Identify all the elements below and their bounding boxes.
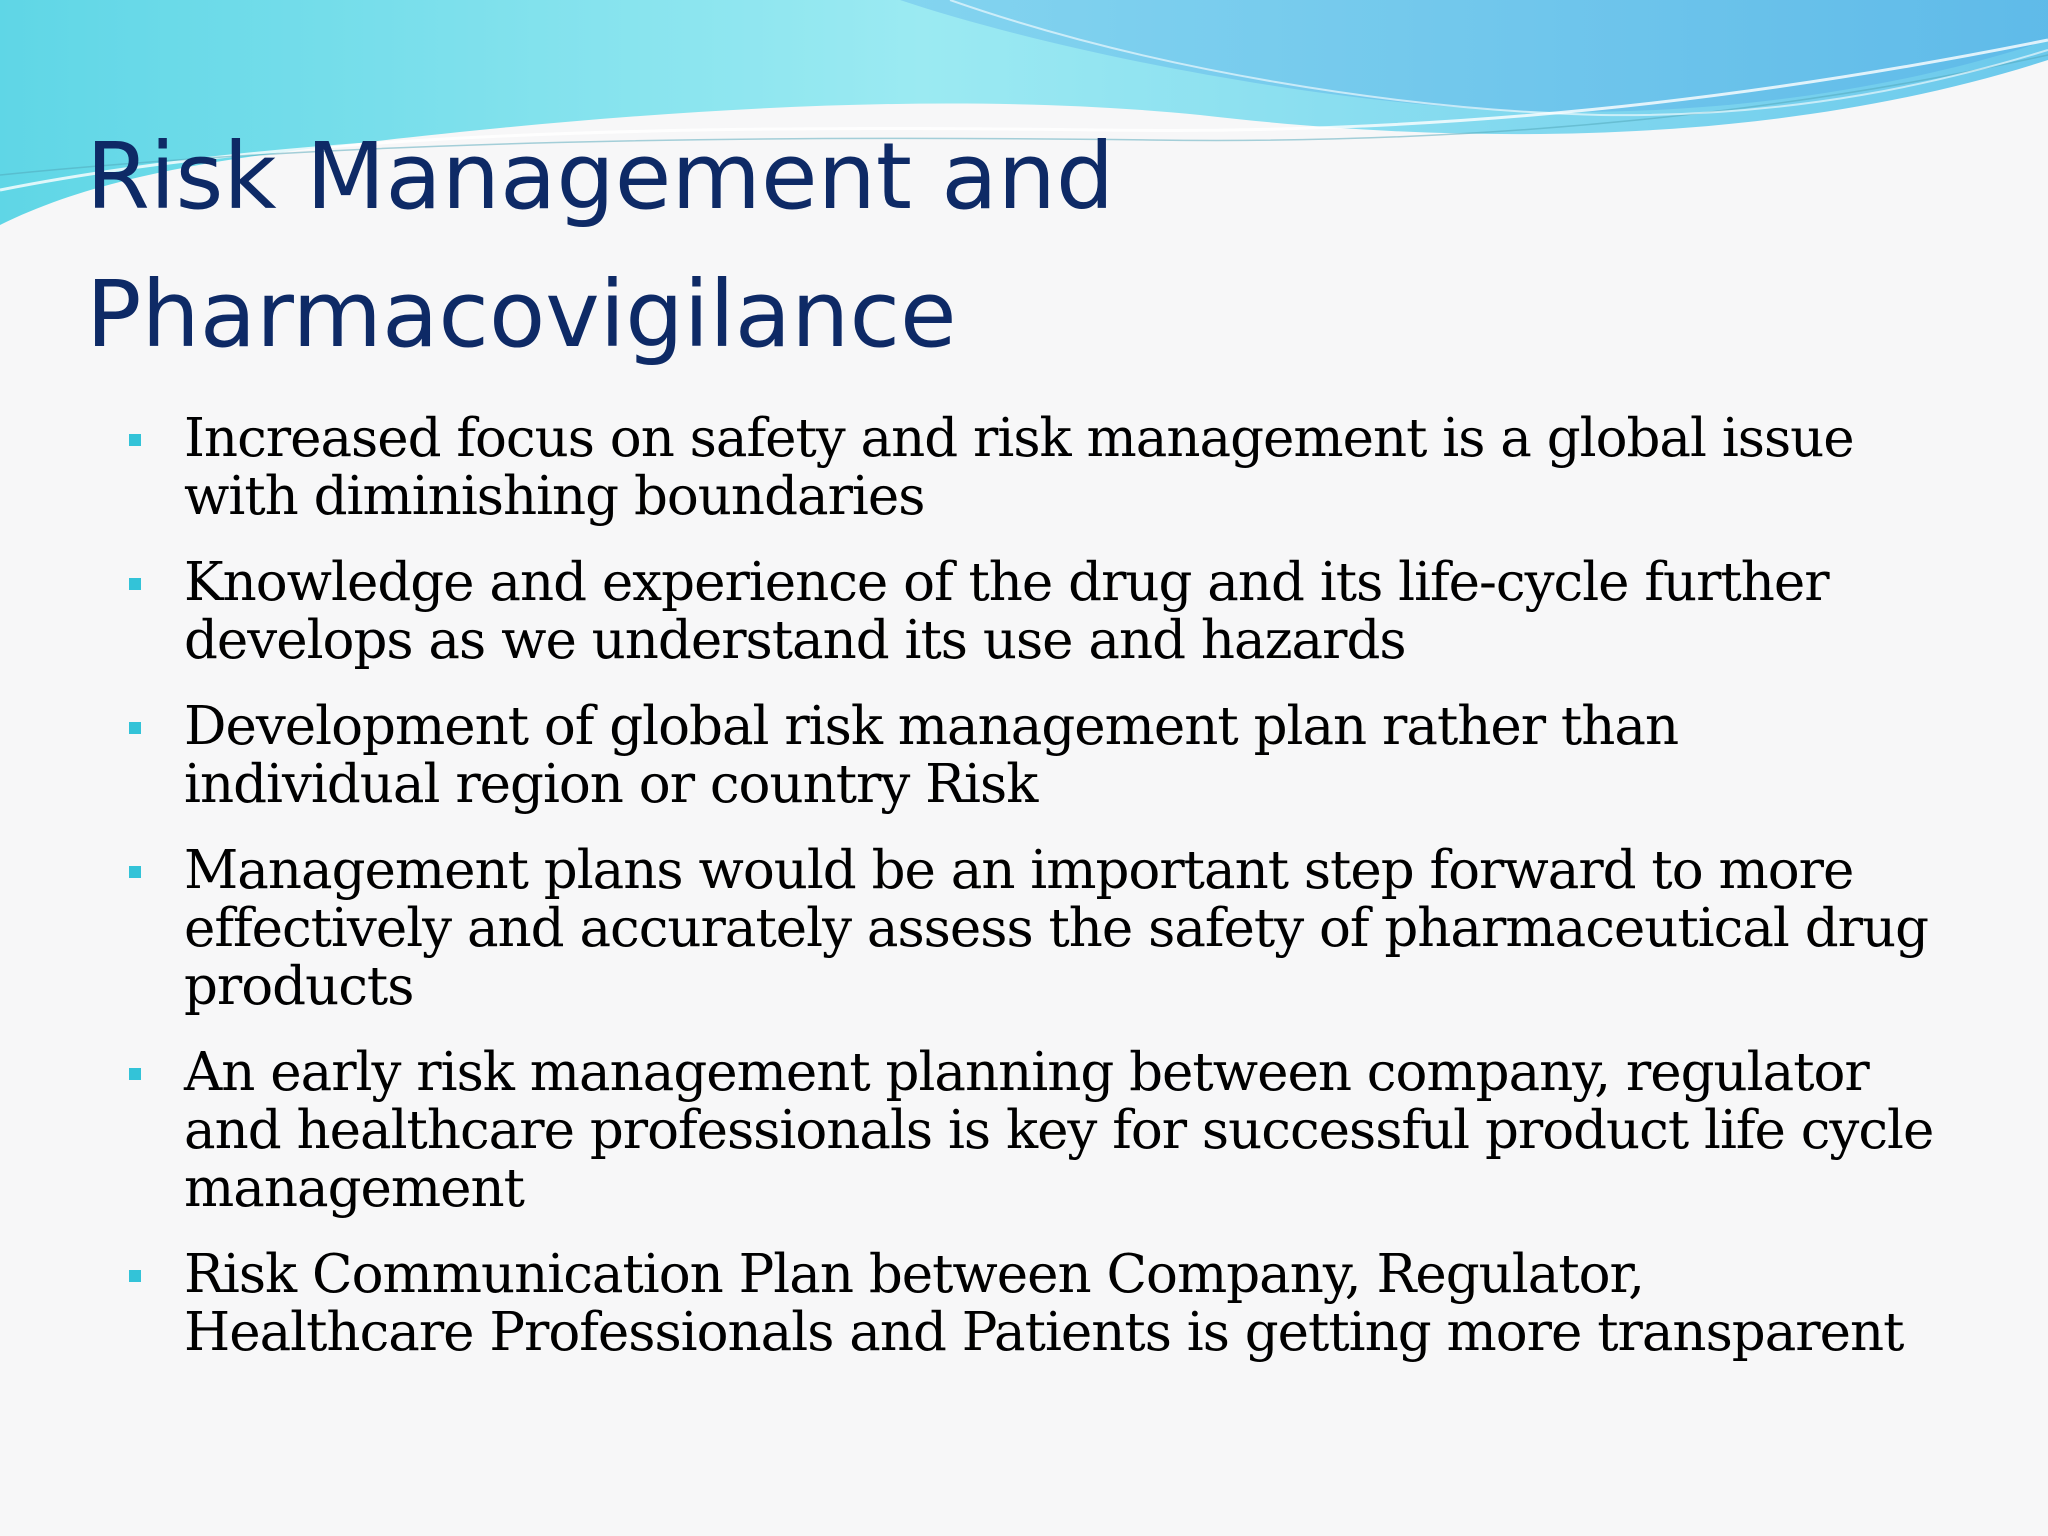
bullet-text-line: develops as we understand its use and hazards	[184, 610, 1406, 671]
bullet-item	[0, 1246, 2048, 1362]
bullet-text-line: individual region or country Risk	[184, 754, 1038, 815]
bullet-text-line: Healthcare Professionals and Patients is getting more transparent	[184, 1302, 1904, 1363]
bullet-text-line: Increased focus on safety and risk management is a global issue	[184, 408, 1854, 469]
square-bullet-icon	[129, 1270, 141, 1282]
square-bullet-icon	[129, 866, 141, 878]
bullet-text-line: and healthcare professionals is key for successful product life cycle	[184, 1100, 1934, 1161]
square-bullet-icon	[129, 722, 141, 734]
bullet-text-line: effectively and accurately assess the safety of pharmaceutical drug	[184, 898, 1929, 959]
bullet-item	[0, 698, 2048, 814]
slide-title	[86, 108, 1886, 384]
bullet-text-line: An early risk management planning between company, regulator	[184, 1042, 1869, 1103]
title-line-2: Pharmacovigilance	[86, 261, 957, 368]
bullet-text-line: Risk Communication Plan between Company, Regulator,	[184, 1244, 1644, 1305]
bullet-text-line: Management plans would be an important step forward to more	[184, 840, 1854, 901]
square-bullet-icon	[129, 1068, 141, 1080]
bullet-text-line: products	[184, 956, 414, 1017]
bullet-item	[0, 554, 2048, 670]
bullet-text-line: management	[184, 1158, 524, 1219]
bullet-list	[0, 410, 2048, 1390]
square-bullet-icon	[129, 434, 141, 446]
bullet-item	[0, 410, 2048, 526]
square-bullet-icon	[129, 578, 141, 590]
bullet-item	[0, 842, 2048, 1016]
bullet-item	[0, 1044, 2048, 1218]
bullet-text-line: Knowledge and experience of the drug and its life-cycle further	[184, 552, 1829, 613]
bullet-text-line: Development of global risk management plan rather than	[184, 696, 1679, 757]
title-line-1: Risk Management and	[86, 123, 1115, 230]
bullet-text-line: with diminishing boundaries	[184, 466, 925, 527]
